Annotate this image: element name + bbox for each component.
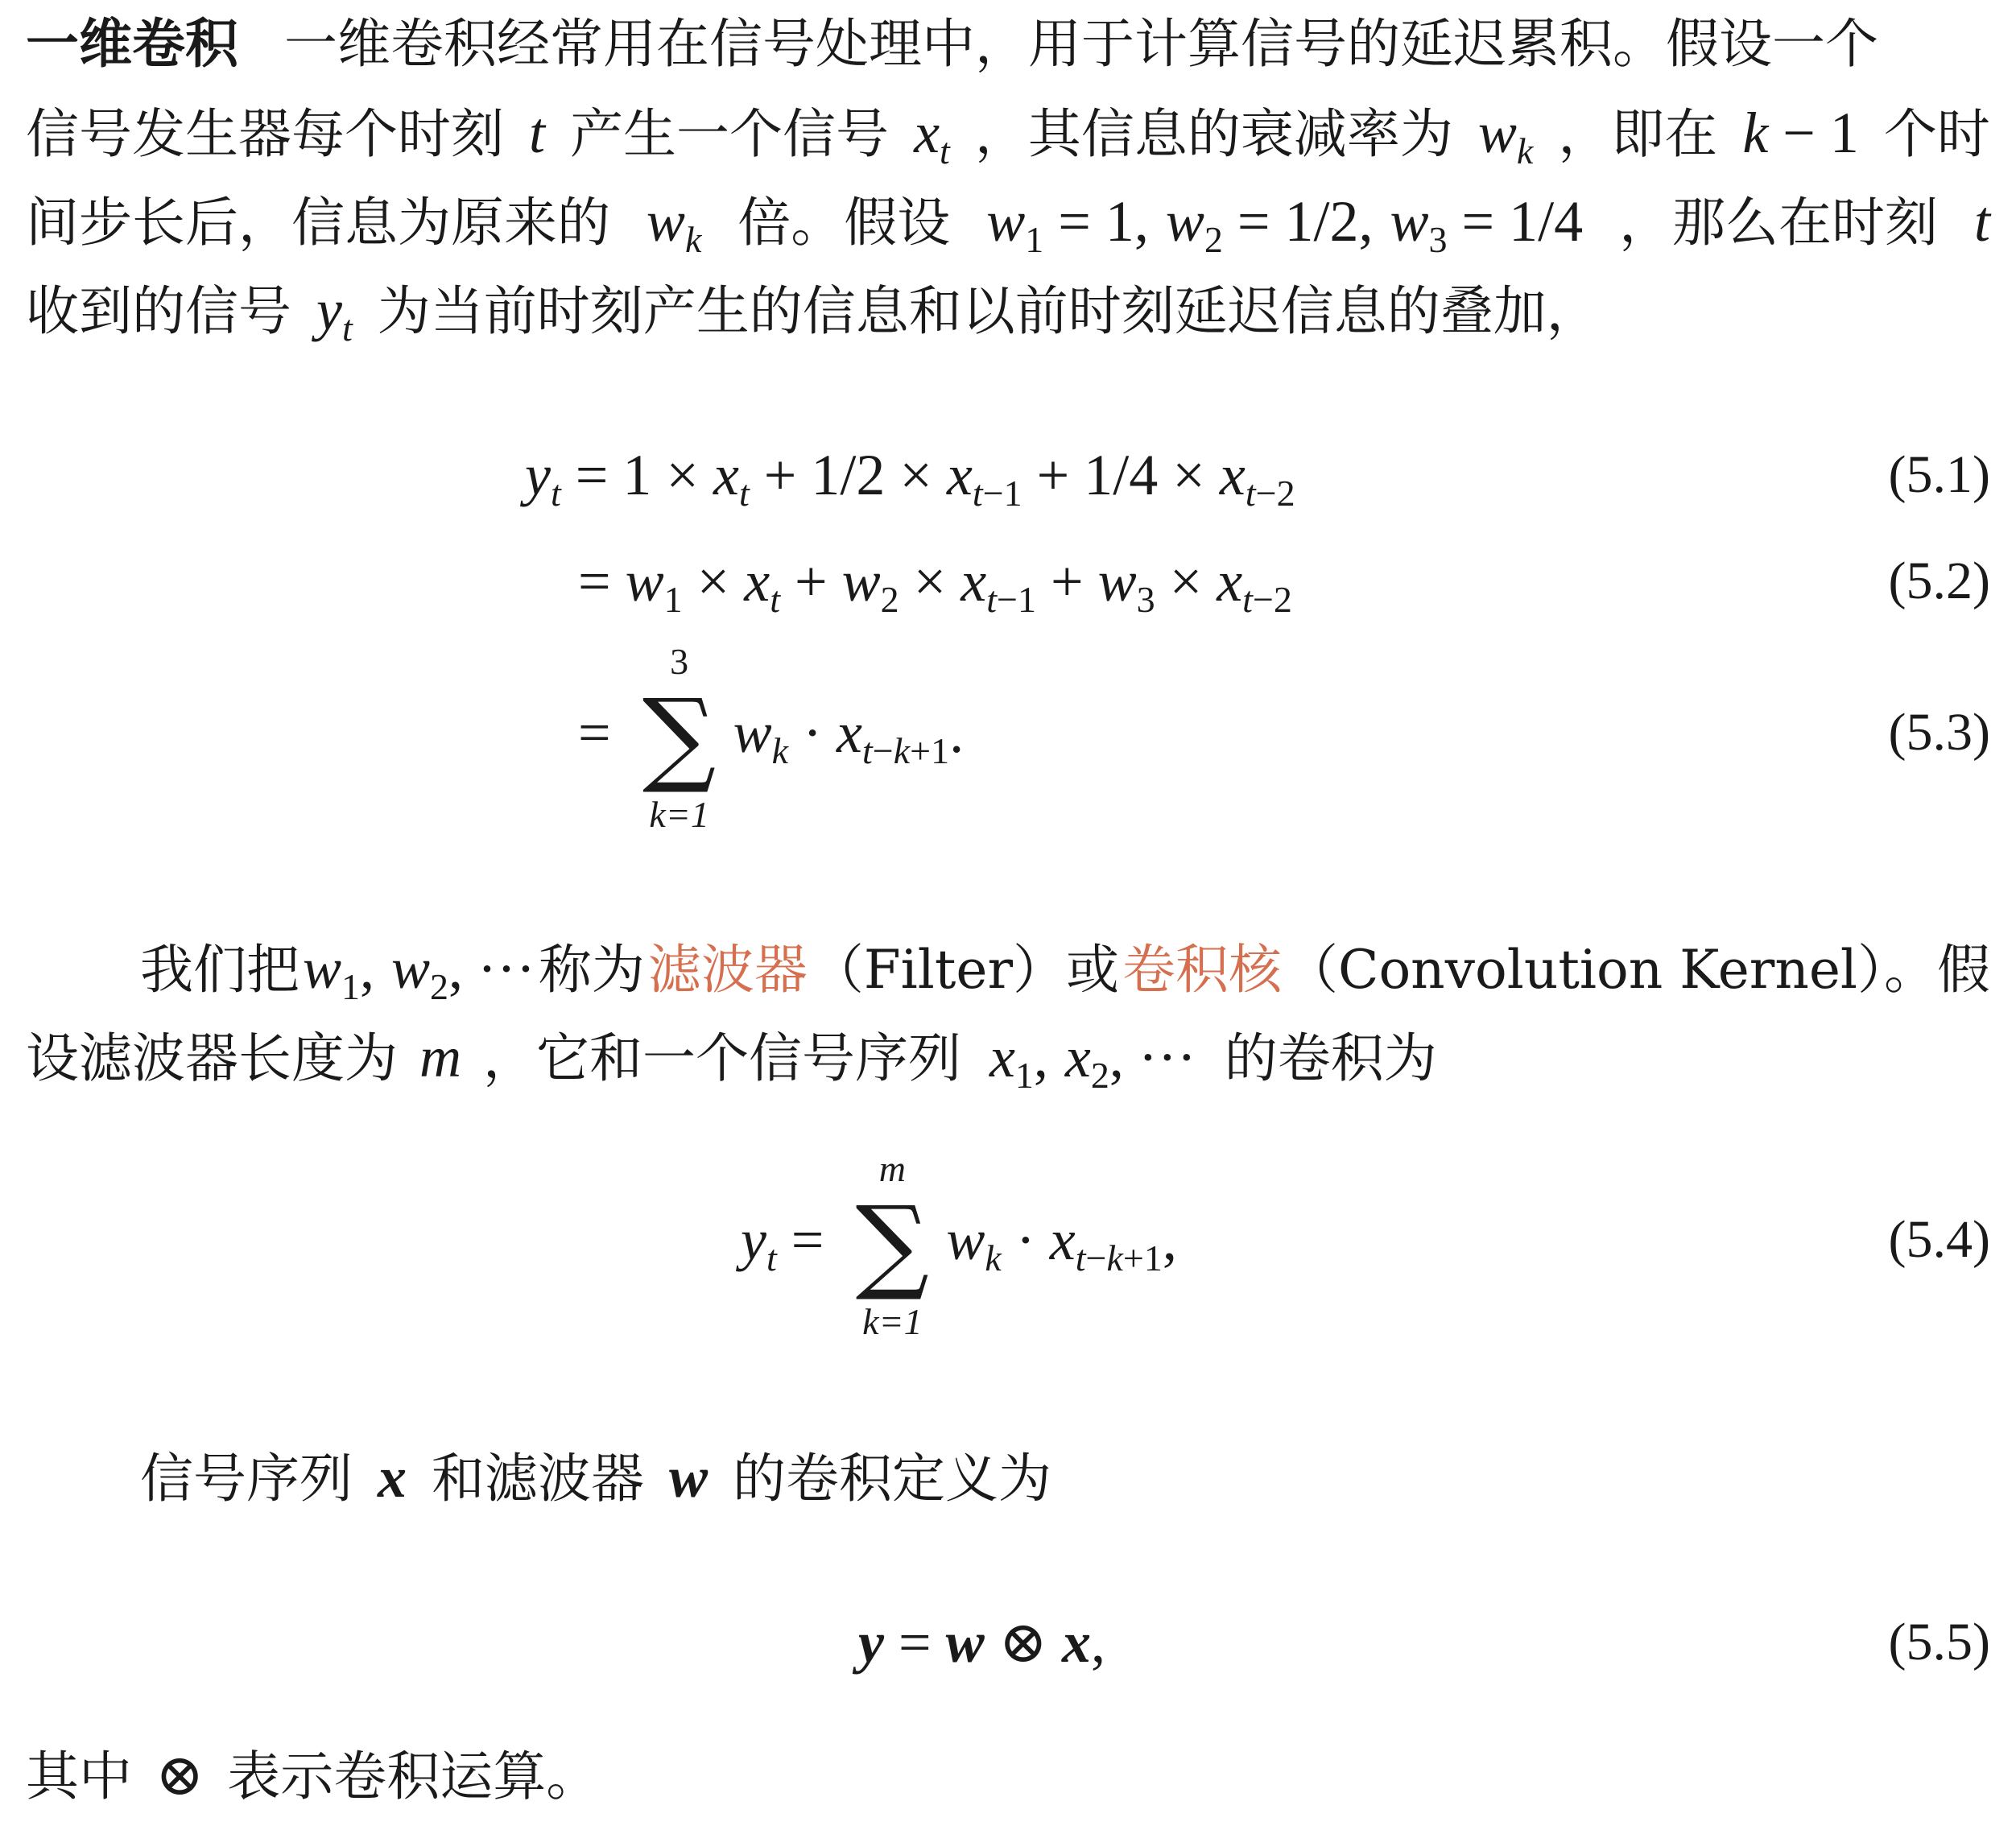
para4-line <box>26 1731 1990 1821</box>
equation-5-3: = 3 ∑ k=1 wk · xt−k+1. <box>578 641 965 836</box>
para3-text-c: 的卷积定义为 <box>732 1448 1051 1510</box>
para2-line2 <box>26 1013 1990 1109</box>
para1-text-2b: 产生一个信号 <box>570 103 890 165</box>
para2-text-1b: 称为 <box>538 939 645 1001</box>
para2-line1 <box>26 924 1990 1020</box>
equation-5-1: yt = 1 × xt + 1/2 × xt−1 + 1/4 × xt−2 <box>525 443 1295 514</box>
math-wk-2: $w_k$ <box>646 189 702 260</box>
math-t: t <box>529 101 546 165</box>
math-x-seq: $x_1$, $x_2$, ··· <box>989 1025 1196 1096</box>
para1-text-2a: 信号发生器每个时刻 <box>26 103 504 165</box>
para1-line3 <box>26 177 1990 273</box>
equation-5-5: y = w ⊗ x, <box>858 1610 1105 1675</box>
math-yt: $y_t$ <box>316 278 353 349</box>
para2-text-1d: （Convolution Kernel）。假 <box>1284 939 1990 1001</box>
section-heading: 一维卷积 <box>26 13 238 75</box>
para3-text-a: 信号序列 <box>140 1448 353 1510</box>
para1-text-3c: ，那么在时刻 <box>1619 192 1939 254</box>
math-k-minus-1: k − 1 <box>1742 101 1859 165</box>
para3-text-b: 和滤波器 <box>431 1448 644 1510</box>
para4-text-a: 其中 <box>26 1745 132 1807</box>
math-w-vec: w <box>668 1445 708 1510</box>
para2-text-1c: （Filter）或 <box>810 939 1120 1001</box>
para1-text-4b: 为当前时刻产生的信息和以前时刻延迟信息的叠加， <box>377 280 1600 342</box>
math-otimes: ⊗ <box>155 1743 204 1807</box>
para1-text-3b: 倍。假设 <box>737 192 951 254</box>
para1-text-3a: 间步长后，信息为原来的 <box>26 192 610 254</box>
math-wk: $w_k$ <box>1477 101 1534 171</box>
equation-number-5-2: (5.2) <box>1888 552 1990 610</box>
math-t-2: t <box>1973 189 1990 254</box>
para2-text-2b: ，它和一个信号序列 <box>482 1027 961 1089</box>
para1-text-1: 一维卷积经常用在信号处理中，用于计算信号的延迟累积。假设一个 <box>283 13 1878 75</box>
para1-line2 <box>26 89 1990 184</box>
para1-text-2c: ，其信息的衰减率为 <box>974 103 1453 165</box>
para2-text-2c: 的卷积为 <box>1224 1027 1437 1089</box>
equation-number-5-1: (5.1) <box>1888 445 1990 504</box>
term-filter: 滤波器 <box>647 939 808 1001</box>
para1-line1 <box>26 0 1990 89</box>
math-weights: $w_1 = 1$, $w_2 = 1/2$, $w_3 = 1/4$ <box>986 189 1584 260</box>
para1-text-4a: 收到的信号 <box>26 280 291 342</box>
equation-5-4: yt = m ∑ k=1 wk · xt−k+1, <box>741 1148 1177 1343</box>
para4-text-b: 表示卷积运算。 <box>227 1745 600 1807</box>
math-m: m <box>419 1025 461 1089</box>
equation-number-5-5: (5.5) <box>1888 1613 1990 1671</box>
equation-number-5-3: (5.3) <box>1888 703 1990 762</box>
term-kernel: 卷积核 <box>1122 939 1282 1001</box>
para1-text-2e: 个时 <box>1883 103 1990 165</box>
math-x-vec: x <box>377 1445 407 1510</box>
para2-text-1a: 我们把 <box>140 939 300 1001</box>
equation-5-2: = w1 × xt + w2 × xt−1 + w3 × xt−2 <box>578 549 1292 620</box>
summation-5-4: m ∑ k=1 <box>855 1148 930 1343</box>
math-xt: $x_t$ <box>914 101 950 171</box>
para1-text-2d: ，即在 <box>1558 103 1718 165</box>
para3-line <box>26 1433 2016 1523</box>
math-w-seq: $w_1$, $w_2$, ··· <box>302 936 535 1007</box>
para1-line4 <box>26 266 1990 361</box>
equation-number-5-4: (5.4) <box>1888 1210 1990 1269</box>
para2-text-2a: 设滤波器长度为 <box>26 1027 398 1089</box>
summation-5-3: 3 ∑ k=1 <box>642 641 717 836</box>
